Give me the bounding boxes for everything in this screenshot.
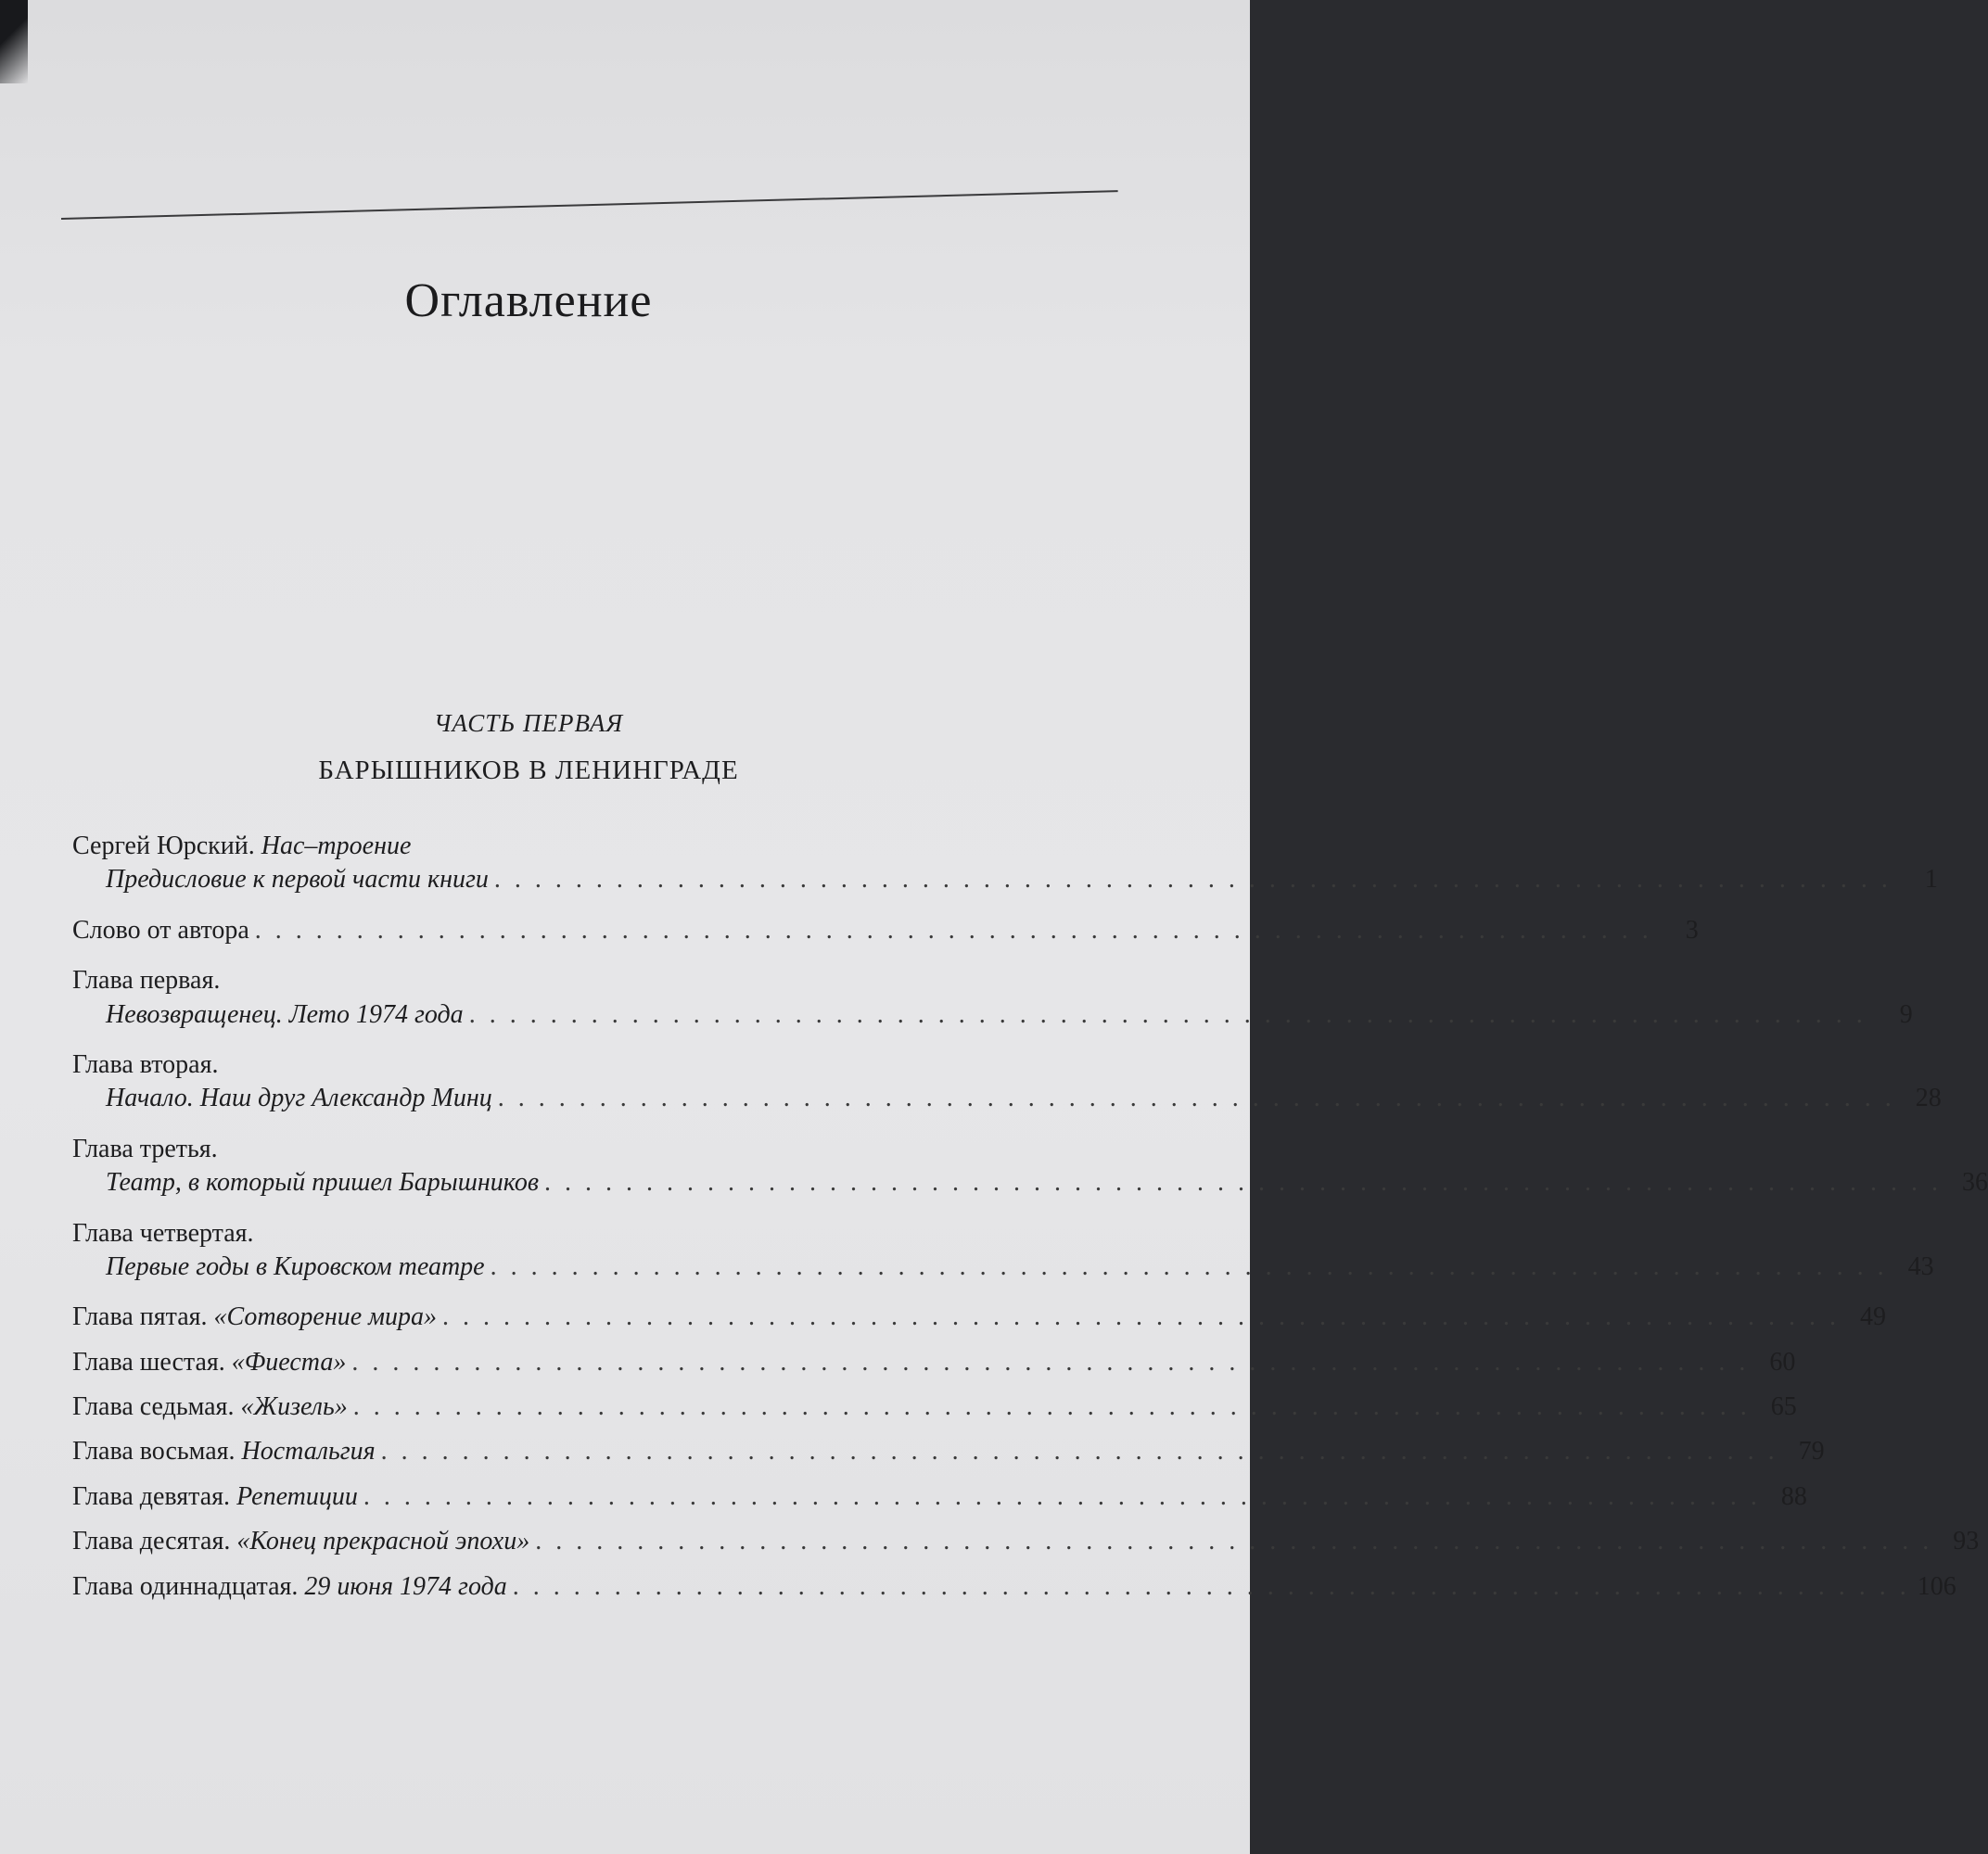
toc-entry-subtitle-inline: Нас–троение	[261, 832, 412, 860]
toc-entry-page: 88	[1780, 1481, 1807, 1511]
toc-entry-chapter-11	[72, 1570, 1956, 1604]
toc-entry-chapter-6	[72, 1346, 1796, 1379]
toc-entry-subtitle: Невозвращенец. Лето 1974 года	[106, 999, 464, 1029]
dot-leader: . . . . . . . . . . . . . . . . . . . . . . . . . . . . . . . . . . . . . . . . . . . . . . . . . . . . . . . . . . . . . . . . . . . . .	[543, 1168, 1942, 1198]
toc-entry-subtitle: «Жизель»	[240, 1392, 348, 1422]
dot-leader: . . . . . . . . . . . . . . . . . . . . . . . . . . . . . . . . . . . . . . . . . . . . . . . . . . . . . . . . . . . . . . . . . . . . .	[380, 1437, 1778, 1467]
toc-entry-chapter: Глава вторая.	[72, 1049, 219, 1079]
dot-leader: . . . . . . . . . . . . . . . . . . . . . . . . . . . . . . . . . . . . . . . . . . . . . . . . . . . . . . . . . . . . . . . . . . . . .	[352, 1392, 1751, 1422]
dot-leader: . . . . . . . . . . . . . . . . . . . . . . . . . . . . . . . . . . . . . . . . . . . . . . . . . . . . . . . . . . . . . . . . . . . . .	[363, 1481, 1761, 1511]
toc-entry-chapter: Глава одиннадцатая.	[72, 1571, 299, 1601]
toc-entry-page: 36	[1961, 1168, 1988, 1198]
toc-entry-subtitle: «Фиеста»	[231, 1347, 347, 1377]
toc-entry-page: 9	[1899, 999, 1913, 1029]
dot-leader: . . . . . . . . . . . . . . . . . . . . . . . . . . . . . . . . . . . . . . . . . . . . . . . . . . . . . . . . . . . . . . . . . . . . .	[512, 1571, 1910, 1601]
toc-entry-subtitle: Первые годы в Кировском театре	[106, 1251, 485, 1281]
toc-entry-subtitle: Репетиции	[236, 1481, 358, 1511]
toc-entry-page: 43	[1907, 1251, 1934, 1281]
toc-entry-subtitle: Предисловие к первой части книги	[106, 865, 489, 895]
toc-entry-chapter-10	[72, 1525, 1980, 1558]
toc-entry-chapter: Сергей Юрский.	[72, 832, 255, 860]
toc-entry-chapter-7	[72, 1390, 1797, 1424]
dot-leader: . . . . . . . . . . . . . . . . . . . . . . . . . . . . . . . . . . . . . . . . . . . . . . . . . . . . . . . . . . . . . . . . . . . . .	[493, 865, 1892, 895]
toc-entry-page: 28	[1915, 1084, 1942, 1113]
toc-entry-chapter: Глава пятая.	[72, 1302, 208, 1332]
page-title: Оглавление	[404, 274, 653, 327]
toc-entry-page: 3	[1685, 915, 1699, 945]
toc-entry-chapter: Глава четвертая.	[72, 1218, 254, 1248]
toc-entry-chapter: Глава седьмая.	[72, 1392, 235, 1422]
toc-entry-subtitle: «Конец прекрасной эпохи»	[236, 1527, 530, 1556]
toc-entry-page: 65	[1770, 1392, 1797, 1422]
toc-entry-subtitle: Театр, в который пришел Барышников	[106, 1168, 539, 1198]
part-title: БАРЫШНИКОВ В ЛЕНИНГРАДЕ	[318, 756, 739, 785]
toc-entry-chapter-5	[72, 1301, 1887, 1334]
part-label: ЧАСТЬ ПЕРВАЯ	[433, 709, 624, 737]
toc-entry-chapter-4	[72, 1217, 1934, 1285]
toc-entry-page: 79	[1798, 1437, 1825, 1467]
toc-entry-author-word	[72, 914, 1699, 947]
toc-entry-chapter-9	[72, 1480, 1807, 1514]
toc-entry-page: 106	[1917, 1571, 1956, 1601]
toc-entry-chapter: Слово от автора	[72, 915, 249, 945]
toc-entry-subtitle: Ностальгия	[241, 1437, 376, 1467]
toc-entry-page: 60	[1769, 1347, 1796, 1377]
toc-entry-chapter: Глава шестая.	[72, 1347, 225, 1377]
dot-leader: . . . . . . . . . . . . . . . . . . . . . . . . . . . . . . . . . . . . . . . . . . . . . . . . . . . . . . . . . . . . . . . . . . . . .	[490, 1251, 1888, 1281]
table-of-contents	[72, 830, 1988, 1615]
toc-entry-subtitle: «Сотворение мира»	[213, 1302, 438, 1332]
toc-entry-chapter-8	[72, 1435, 1825, 1468]
dot-leader: . . . . . . . . . . . . . . . . . . . . . . . . . . . . . . . . . . . . . . . . . . . . . . . . . . . . . . . . . . . . . . . . . . . . .	[351, 1347, 1750, 1377]
toc-entry-chapter: Глава девятая.	[72, 1481, 231, 1511]
toc-entry-chapter: Глава восьмая.	[72, 1437, 236, 1467]
toc-entry-chapter: Глава десятая.	[72, 1527, 231, 1556]
toc-entry-page: 49	[1860, 1302, 1887, 1332]
dot-leader: . . . . . . . . . . . . . . . . . . . . . . . . . . . . . . . . . . . . . . . . . . . . . . . . . . . . . . . . . . . . . . . . . . . . .	[468, 999, 1867, 1029]
toc-entry-line	[72, 914, 1699, 947]
toc-entry-chapter-2	[72, 1048, 1942, 1116]
toc-entry-preface	[72, 830, 1938, 897]
toc-entry-chapter: Глава третья.	[72, 1134, 218, 1163]
book-cover-edge	[0, 0, 28, 83]
dot-leader: . . . . . . . . . . . . . . . . . . . . . . . . . . . . . . . . . . . . . . . . . . . . . . . . . . . . . . . . . . . . . . . . . . . . .	[442, 1302, 1841, 1332]
toc-entry-sub-line	[72, 863, 1938, 896]
toc-entry-heading-line	[72, 830, 1000, 863]
toc-entry-chapter-3	[72, 1133, 1988, 1200]
toc-entry-page: 1	[1924, 865, 1938, 895]
toc-entry-subtitle: Начало. Наш друг Александр Минц	[106, 1084, 492, 1113]
dot-leader: . . . . . . . . . . . . . . . . . . . . . . . . . . . . . . . . . . . . . . . . . . . . . . . . . . . . . . . . . . . . . . . . . . . . .	[254, 915, 1652, 945]
dot-leader: . . . . . . . . . . . . . . . . . . . . . . . . . . . . . . . . . . . . . . . . . . . . . . . . . . . . . . . . . . . . . . . . . . . . .	[535, 1527, 1933, 1556]
toc-entry-subtitle: 29 июня 1974 года	[304, 1571, 507, 1601]
header-rule	[61, 190, 1118, 220]
toc-entry-page: 93	[1953, 1527, 1980, 1556]
dot-leader: . . . . . . . . . . . . . . . . . . . . . . . . . . . . . . . . . . . . . . . . . . . . . . . . . . . . . . . . . . . . . . . . . . . . .	[497, 1084, 1895, 1113]
toc-entry-chapter: Глава первая.	[72, 966, 221, 996]
toc-entry-chapter-1	[72, 964, 1913, 1032]
